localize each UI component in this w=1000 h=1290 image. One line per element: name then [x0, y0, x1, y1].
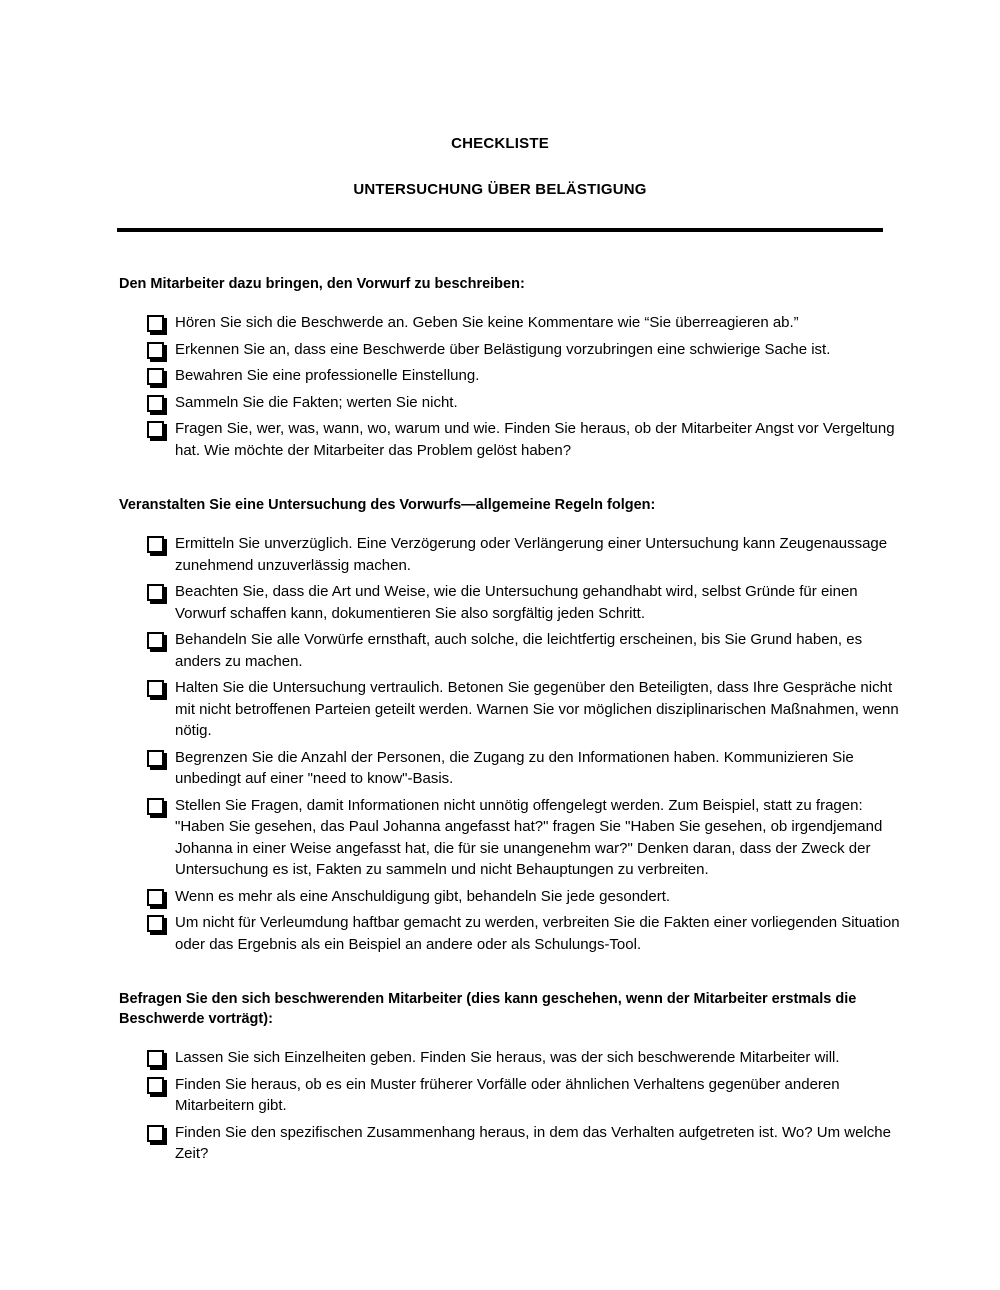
check-item-label: Finden Sie heraus, ob es ein Muster früherer Vorfälle oder ähnlichen Verhaltens gegenüber anderen Mitarbeitern gibt. [175, 1075, 840, 1114]
check-item[interactable] [119, 1122, 900, 1165]
check-item-label: Lassen Sie sich Einzelheiten geben. Finden Sie heraus, was der sich beschwerende Mitarbeiter will. [175, 1049, 840, 1066]
check-list [119, 533, 900, 955]
checklist-content [0, 274, 1000, 1165]
check-list [119, 312, 900, 461]
check-item[interactable] [119, 339, 900, 361]
check-item[interactable] [119, 1074, 900, 1117]
checkbox-square-icon[interactable] [147, 342, 164, 359]
check-item[interactable] [119, 581, 900, 624]
check-item-label: Sammeln Sie die Fakten; werten Sie nicht. [175, 393, 458, 411]
check-item[interactable] [119, 912, 900, 955]
checklist-section-1 [119, 274, 900, 461]
checkbox-square-icon[interactable] [147, 798, 164, 815]
check-item-label: Wenn es mehr als eine Anschuldigung gibt, behandeln Sie jede gesondert. [175, 887, 671, 905]
check-item[interactable] [119, 533, 900, 576]
checklist-section-3 [119, 989, 900, 1165]
check-item-label: Um nicht für Verleumdung haftbar gemacht zu werden, verbreiten Sie die Fakten einer vorliegenden Situation oder das Ergebnis als ein Beispiel an andere oder als Schulungs-Tool. [175, 914, 900, 953]
checkbox-square-icon[interactable] [147, 584, 164, 601]
check-item-label: Stellen Sie Fragen, damit Informationen nicht unnötig offengelegt werden. Zum Beispiel, statt zu fragen: "Haben Sie gesehen, das Paul Johanna angefasst hat?" fragen Sie "Haben Sie gesehen, ob irgendjemand Johanna in einer Weise angefasst hat, die für sie unangenehm war?" Denken daran, dass der Zweck der Untersuchung es ist, Fakten zu sammeln und nicht Behauptungen zu verbreiten. [175, 796, 883, 878]
check-item-label: Bewahren Sie eine professionelle Einstellung. [175, 367, 480, 384]
checkbox-square-icon[interactable] [147, 1077, 164, 1094]
check-item[interactable] [119, 677, 900, 742]
check-item[interactable] [119, 1047, 900, 1069]
section-heading: Den Mitarbeiter dazu bringen, den Vorwurf zu beschreiben: [119, 276, 525, 292]
checkbox-square-icon[interactable] [147, 368, 164, 385]
checkbox-square-icon[interactable] [147, 1125, 164, 1142]
checkbox-square-icon[interactable] [147, 750, 164, 767]
check-item-label: Begrenzen Sie die Anzahl der Personen, die Zugang zu den Informationen haben. Kommunizieren Sie unbedingt auf einer "need to know"-Basis. [175, 748, 854, 787]
page-subtitle: UNTERSUCHUNG ÜBER BELÄSTIGUNG [353, 181, 647, 198]
check-list [119, 1047, 900, 1165]
checkbox-square-icon[interactable] [147, 889, 164, 906]
check-item[interactable] [119, 886, 900, 908]
header-divider [117, 228, 883, 232]
check-item-label: Behandeln Sie alle Vorwürfe ernsthaft, auch solche, die leichtfertig erscheinen, bis Sie Grund haben, es anders zu machen. [175, 631, 863, 670]
checkbox-square-icon[interactable] [147, 421, 164, 438]
check-item-label: Fragen Sie, wer, was, wann, wo, warum und wie. Finden Sie heraus, ob der Mitarbeiter Angst vor Vergeltung hat. Wie möchte der Mitarbeiter das Problem gelöst haben? [175, 420, 895, 459]
checkbox-square-icon[interactable] [147, 395, 164, 412]
checkbox-square-icon[interactable] [147, 915, 164, 932]
check-item-label: Beachten Sie, dass die Art und Weise, wie die Untersuchung gehandhabt wird, selbst Gründe für einen Vorwurf schaffen kann, dokumentieren Sie also sorgfältig jeden Schritt. [175, 583, 858, 622]
checkbox-square-icon[interactable] [147, 536, 164, 553]
checkbox-square-icon[interactable] [147, 680, 164, 697]
checkbox-square-icon[interactable] [147, 315, 164, 332]
check-item-label: Hören Sie sich die Beschwerde an. Geben Sie keine Kommentare wie “Sie überreagieren ab.” [175, 314, 799, 331]
title-block [0, 0, 1000, 200]
check-item-label: Erkennen Sie an, dass eine Beschwerde über Belästigung vorzubringen eine schwierige Sache ist. [175, 340, 831, 358]
check-item[interactable] [119, 629, 900, 672]
checklist-section-2 [119, 495, 900, 955]
check-item-label: Finden Sie den spezifischen Zusammenhang heraus, in dem das Verhalten aufgetreten ist. Wo? Um welche Zeit? [175, 1123, 891, 1162]
check-item[interactable] [119, 312, 900, 334]
check-item-label: Ermitteln Sie unverzüglich. Eine Verzögerung oder Verlängerung einer Untersuchung kann Zeugenaussage zunehmend unzuverlässig machen. [175, 535, 888, 574]
page-title: CHECKLISTE [451, 135, 549, 152]
check-item[interactable] [119, 392, 900, 414]
section-heading: Befragen Sie den sich beschwerenden Mitarbeiter (dies kann geschehen, wenn der Mitarbeiter erstmals die Beschwerde vorträgt): [119, 991, 857, 1027]
checkbox-square-icon[interactable] [147, 1050, 164, 1067]
check-item[interactable] [119, 365, 900, 387]
check-item[interactable] [119, 418, 900, 461]
section-heading: Veranstalten Sie eine Untersuchung des Vorwurfs—allgemeine Regeln folgen: [119, 497, 656, 513]
check-item[interactable] [119, 795, 900, 881]
check-item-label: Halten Sie die Untersuchung vertraulich. Betonen Sie gegenüber den Beteiligten, dass Ihre Gespräche nicht mit nicht betroffenen Parteien geteilt werden. Warnen Sie vor möglichen disziplinarischen Maßnahmen, wenn nötig. [175, 679, 899, 739]
check-item[interactable] [119, 747, 900, 790]
checkbox-square-icon[interactable] [147, 632, 164, 649]
